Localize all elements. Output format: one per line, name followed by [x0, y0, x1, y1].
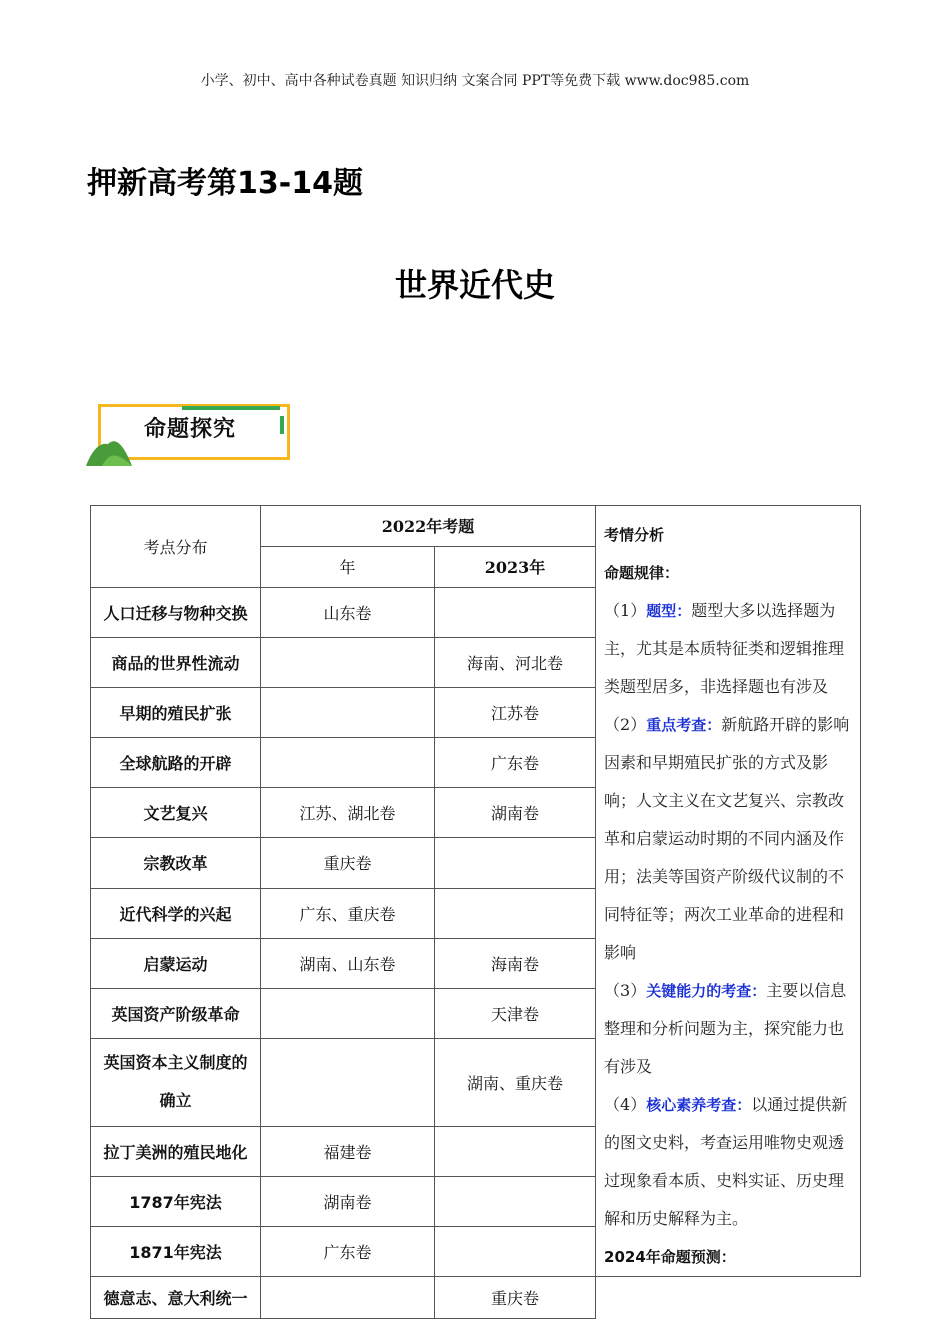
cell-2023: 湖南卷	[435, 788, 596, 838]
cell-2023: 海南、河北卷	[435, 638, 596, 688]
topic-cell: 人口迁移与物种交换	[91, 587, 261, 637]
cell-2023: 重庆卷	[435, 1277, 596, 1319]
topic-cell: 文艺复兴	[91, 788, 261, 838]
cell-2022: 湖南、山东卷	[261, 938, 435, 988]
item-colon: ：	[751, 982, 767, 1000]
item-number: （2）	[604, 715, 647, 734]
cell-2022: 广东、重庆卷	[261, 888, 435, 938]
header-2023: 2023年	[435, 546, 596, 587]
cell-2023: 天津卷	[435, 988, 596, 1038]
cell-2023	[435, 587, 596, 637]
header-2022: 年	[261, 546, 435, 587]
analysis-forecast-label: 2024年命题预测：	[604, 1248, 736, 1266]
item-colon: ：	[676, 602, 692, 620]
analysis-item-3	[604, 972, 852, 1086]
analysis-heading: 考情分析	[604, 526, 665, 544]
analysis-rule-label: 命题规律：	[604, 564, 680, 582]
analysis-item-4	[604, 1086, 852, 1238]
topic-cell	[91, 1038, 261, 1126]
cell-2022: 福建卷	[261, 1126, 435, 1176]
page-title: 押新高考第13-14题	[87, 166, 363, 201]
cell-2022	[261, 1038, 435, 1126]
cell-2023	[435, 888, 596, 938]
topic-cell: 商品的世界性流动	[91, 638, 261, 688]
header-topic: 考点分布	[91, 506, 261, 588]
item-number: （3）	[604, 981, 647, 1000]
cell-2022: 广东卷	[261, 1226, 435, 1276]
cell-2022	[261, 1277, 435, 1319]
cell-2023	[435, 1226, 596, 1276]
item-key: 重点考查	[646, 716, 707, 734]
item-text: 题型大多以选择题为主，尤其是本质特征类和逻辑推理类题型居多，非选择题也有涉及	[604, 601, 845, 696]
cell-2022	[261, 638, 435, 688]
topic-cell: 拉丁美洲的殖民地化	[91, 1126, 261, 1176]
cell-2023: 湖南、重庆卷	[435, 1038, 596, 1126]
item-colon: ：	[736, 1096, 752, 1114]
badge-label: 命题探究	[144, 417, 237, 442]
item-number: （4）	[604, 1095, 647, 1114]
analysis-item-2	[604, 706, 852, 972]
cell-2022	[261, 988, 435, 1038]
item-colon: ：	[706, 716, 722, 734]
topic-cell: 近代科学的兴起	[91, 888, 261, 938]
cell-2022	[261, 688, 435, 738]
hill-icon	[86, 428, 136, 468]
item-text: 以通过提供新的图文史料，考查运用唯物史观透过现象看本质、史料实证、历史理解和历史解释为主。	[604, 1095, 848, 1228]
topic-line: 确立	[159, 1091, 192, 1111]
section-badge	[86, 398, 298, 468]
cell-2023: 江苏卷	[435, 688, 596, 738]
cell-2022: 山东卷	[261, 587, 435, 637]
topic-cell: 1787年宪法	[91, 1176, 261, 1226]
item-key: 核心素养考查	[646, 1096, 737, 1114]
page-subtitle: 世界近代史	[394, 266, 555, 304]
cell-2022: 重庆卷	[261, 838, 435, 888]
topic-cell: 德意志、意大利统一	[91, 1277, 261, 1319]
item-text: 主要以信息整理和分析问题为主，探究能力也有涉及	[604, 981, 847, 1076]
topic-cell: 全球航路的开辟	[91, 738, 261, 788]
topic-cell: 1871年宪法	[91, 1226, 261, 1276]
cell-2023	[435, 1176, 596, 1226]
table-row	[91, 1277, 861, 1319]
item-text: 新航路开辟的影响因素和早期殖民扩张的方式及影响；人文主义在文艺复兴、宗教改革和启蒙运动时期的不同内涵及作用；法美等国资产阶级代议制的不同特征等；两次工业革命的进程和影响	[604, 715, 850, 962]
item-number: （1）	[604, 601, 647, 620]
analysis-panel	[596, 506, 861, 1277]
item-key: 题型	[646, 602, 677, 620]
analysis-item-1	[604, 592, 852, 706]
topic-cell: 早期的殖民扩张	[91, 688, 261, 738]
badge-accent-bar	[182, 406, 280, 410]
badge-accent-tick	[280, 416, 284, 434]
topic-cell: 英国资产阶级革命	[91, 988, 261, 1038]
topic-line: 英国资本主义制度的	[103, 1053, 248, 1073]
exam-distribution-table	[90, 505, 861, 1319]
site-header: 小学、初中、高中各种试卷真题 知识归纳 文案合同 PPT等免费下载 www.doc985.com	[200, 73, 750, 89]
cell-2022: 湖南卷	[261, 1176, 435, 1226]
cell-2022	[261, 738, 435, 788]
header-year-group: 2022年考题	[261, 506, 596, 547]
topic-cell: 宗教改革	[91, 838, 261, 888]
cell-2023	[435, 838, 596, 888]
item-key: 关键能力的考查	[646, 982, 752, 1000]
cell-2023: 广东卷	[435, 738, 596, 788]
topic-cell: 启蒙运动	[91, 938, 261, 988]
cell-2023	[435, 1126, 596, 1176]
cell-2023: 海南卷	[435, 938, 596, 988]
cell-2022: 江苏、湖北卷	[261, 788, 435, 838]
